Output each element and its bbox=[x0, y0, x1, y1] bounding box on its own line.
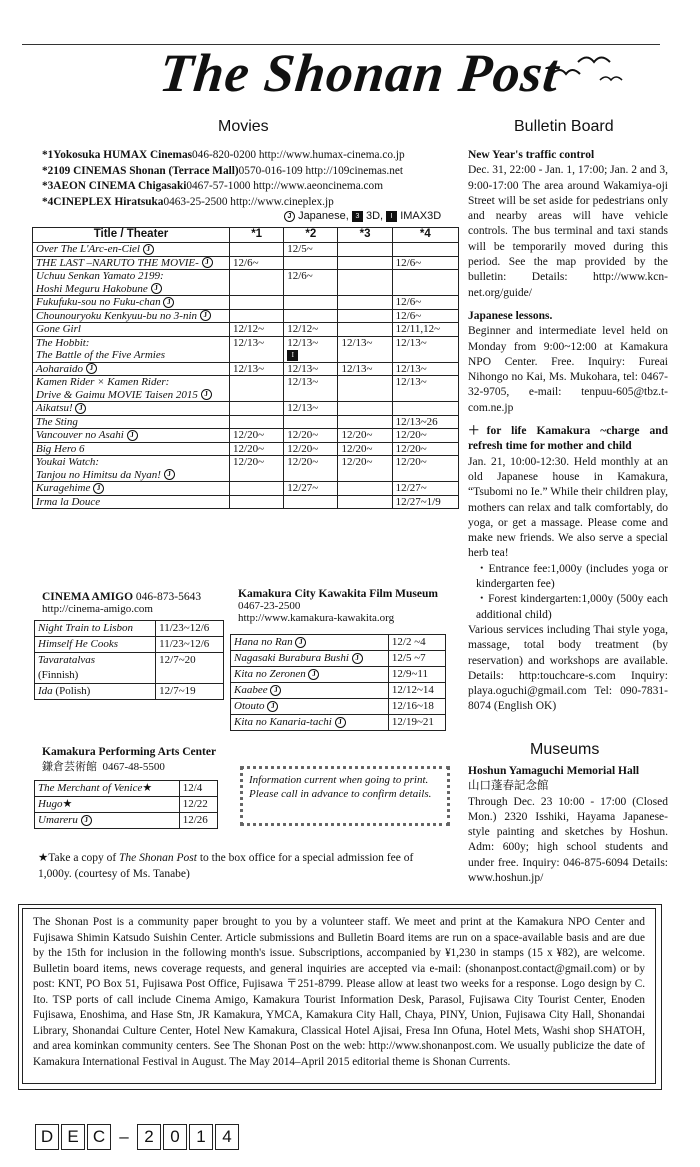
date-char: 1 bbox=[189, 1124, 213, 1150]
showing-date bbox=[230, 296, 284, 310]
showing-date: 12/20~ bbox=[284, 456, 338, 482]
table-row bbox=[33, 429, 459, 443]
japanese-icon: J bbox=[163, 297, 174, 308]
table-row bbox=[231, 651, 446, 667]
film-date: 12/7~19 bbox=[156, 684, 224, 700]
showing-date: 12/20~ bbox=[338, 429, 392, 443]
table-row bbox=[231, 699, 446, 715]
showing-date: 12/13~ I bbox=[284, 336, 338, 362]
showing-date bbox=[284, 415, 338, 429]
japanese-icon: J bbox=[75, 403, 86, 414]
date-char: E bbox=[61, 1124, 85, 1150]
showing-date: 12/6~ bbox=[392, 256, 458, 270]
film-date: 12/2 ~4 bbox=[388, 635, 445, 651]
showing-date: 12/6~ bbox=[284, 270, 338, 296]
film-title: The Merchant of Venice★ bbox=[35, 781, 180, 797]
showing-date bbox=[230, 482, 284, 496]
table-row bbox=[231, 683, 446, 699]
film-title: Nagasaki Burabura Bushi J bbox=[231, 651, 389, 667]
movie-title: Over The L'Arc-en-Ciel J bbox=[33, 243, 230, 257]
showing-date: 12/11,12~ bbox=[392, 323, 458, 337]
japanese-icon: J bbox=[81, 815, 92, 826]
movie-title: Gone Girl bbox=[33, 323, 230, 337]
film-date: 11/23~12/6 bbox=[156, 621, 224, 637]
showing-date: 12/12~ bbox=[284, 323, 338, 337]
film-date: 12/5 ~7 bbox=[388, 651, 445, 667]
film-date: 11/23~12/6 bbox=[156, 637, 224, 653]
film-date: 12/19~21 bbox=[388, 715, 445, 731]
showing-date bbox=[338, 482, 392, 496]
amigo-table bbox=[34, 620, 224, 700]
seagulls-icon bbox=[548, 52, 628, 88]
showing-date: 12/13~ bbox=[392, 336, 458, 362]
table-row bbox=[33, 256, 459, 270]
legend-japanese: Japanese, bbox=[298, 210, 349, 222]
cinema-list bbox=[42, 148, 452, 210]
showing-date: 12/13~ bbox=[338, 362, 392, 376]
star-note: ★Take a copy of The Shonan Post to the box office for a special admission fee of 1,000y. (courtesy of Ms. Tanabe) bbox=[38, 852, 414, 880]
movie-title: Vancouver no Asahi J bbox=[33, 429, 230, 443]
masthead-title: The Shonan Post bbox=[156, 43, 563, 103]
museum-name: Hoshun Yamaguchi Memorial Hall bbox=[468, 765, 640, 777]
movie-title: The Sting bbox=[33, 415, 230, 429]
showing-date bbox=[338, 376, 392, 402]
film-title: Otouto J bbox=[231, 699, 389, 715]
movie-title: Youkai Watch: Tanjou no Himitsu da Nyan! J bbox=[33, 456, 230, 482]
showing-date bbox=[230, 376, 284, 402]
table-row bbox=[33, 309, 459, 323]
table-row bbox=[35, 684, 224, 700]
showing-date bbox=[392, 402, 458, 416]
bulletin-heading: Bulletin Board bbox=[514, 118, 614, 135]
museum-jname: 山口蓬春記念館 bbox=[468, 780, 549, 793]
film-title: Himself He Cooks bbox=[35, 637, 156, 653]
table-row bbox=[33, 482, 459, 496]
japanese-icon: J bbox=[143, 244, 154, 255]
japanese-icon: J bbox=[151, 283, 162, 294]
date-char: – bbox=[119, 1127, 129, 1146]
bulletin-item: New Year's traffic control Dec. 31, 22:00 - Jan. 1, 17:00; Jan. 2 and 3, 9:00-17:00 The area around Wakamiya-oji Street will be set aside for pedestrians only and nearby areas will have vehicle controls. The bus terminal and taxi stands will be temporarily moved during this period. See the map provided by the bulletin: Details: http://www.kcn-net.org/guide/ bbox=[468, 149, 668, 299]
showing-date bbox=[338, 309, 392, 323]
movie-title: Chounouryoku Kenkyuu-bu no 3-nin J bbox=[33, 309, 230, 323]
showing-date bbox=[338, 415, 392, 429]
kpac-jname: 鎌倉芸術館 bbox=[42, 761, 97, 773]
table-row bbox=[33, 270, 459, 296]
japanese-icon: J bbox=[86, 363, 97, 374]
kawakita-block bbox=[238, 588, 458, 624]
japanese-icon: J bbox=[352, 653, 363, 664]
date-char: C bbox=[87, 1124, 111, 1150]
showing-date bbox=[230, 415, 284, 429]
showing-date: 12/20~ bbox=[230, 442, 284, 456]
legend-3d: 3D, bbox=[365, 210, 384, 222]
movie-title: Big Hero 6 bbox=[33, 442, 230, 456]
japanese-icon: J bbox=[93, 483, 104, 494]
showing-date: 12/5~ bbox=[284, 243, 338, 257]
movie-title: Aikatsu! J bbox=[33, 402, 230, 416]
table-row bbox=[33, 402, 459, 416]
legend bbox=[284, 210, 441, 222]
film-title: Tavaratalvas (Finnish) bbox=[35, 653, 156, 684]
japanese-icon: J bbox=[200, 310, 211, 321]
showing-date: 12/20~ bbox=[230, 429, 284, 443]
bulletin-bullet: ・Entrance fee:1,000y (includes yoga or kindergarten fee) bbox=[476, 562, 668, 591]
amigo-block bbox=[42, 591, 232, 615]
film-title: Hana no Ran J bbox=[231, 635, 389, 651]
movie-title: Aoharaido J bbox=[33, 362, 230, 376]
kpac-phone: 0467-48-5500 bbox=[102, 761, 165, 773]
showing-date: 12/13~ bbox=[392, 362, 458, 376]
movie-title: THE LAST –NARUTO THE MOVIE- J bbox=[33, 256, 230, 270]
japanese-icon: J bbox=[202, 257, 213, 268]
film-date: 12/16~18 bbox=[388, 699, 445, 715]
museum-block bbox=[468, 764, 668, 886]
showing-date bbox=[338, 270, 392, 296]
table-row bbox=[35, 621, 224, 637]
kawakita-table bbox=[230, 634, 446, 731]
3d-icon: 3 bbox=[352, 211, 363, 222]
film-date: 12/26 bbox=[179, 813, 217, 829]
film-date: 12/9~11 bbox=[388, 667, 445, 683]
showing-date: 12/6~ bbox=[230, 256, 284, 270]
date-char: 0 bbox=[163, 1124, 187, 1150]
footer-text: The Shonan Post is a community paper brought to you by a volunteer staff. We meet and print at the Kamakura NPO Center and Fujisawa Shimin Katsudo Suishin Center. Article submissions and Bulletin Board items are run on a space-available basis and are due by the 15th for inclusion in the following month's issue. Subscriptions, accompanied by ¥1,230 in stamps (15 x ¥82), are welcome. Bulletin board items, news coverage requests, and general inquiries are accepted via e-mail: (shonanpost.contact@gmail.com) or by post: KNT, PO Box 51, Fujisawa Post Office, Fujisawa 〒251-8799. Please allow at least two weeks for a response. Logo design by C. Ito. TSP ports of call include Cinema Amigo, Kamakura Tourist Information Desk, Parasol, Fujisawa City Tourist Center, Enoden Fujisawa, Enoshima, and Hase Stn, JR Kamakura, YMCA, Kamakura City Hall, Chaya, PINY, Union, Fujisawa City Hall, Shonandai Library, Shonandai Culture Center, Hotel New Kamakura, Classical Hotel Ajisai, Fresa Inn Ofuna, Hotel Mets, Washi shop SHATOH, and area kominkan community centers. See The Shonan Post on the web: http://www.shonanpost.com. We usually publicize the date of Kamakura International Festival in August. The May 2014–April 2015 editorial theme is Shonan Currents. bbox=[22, 908, 656, 1084]
japanese-icon: J bbox=[267, 701, 278, 712]
showing-date bbox=[338, 323, 392, 337]
bulletin-bullet: ・Forest kindergarten:1,000y (500y each additional child) bbox=[476, 593, 668, 621]
column-header: *4 bbox=[392, 228, 458, 243]
showing-date: 12/6~ bbox=[392, 309, 458, 323]
amigo-phone: 046-873-5643 bbox=[135, 591, 202, 603]
table-row bbox=[35, 653, 224, 684]
showing-date: 12/20~ bbox=[338, 456, 392, 482]
amigo-name: CINEMA AMIGO bbox=[42, 591, 134, 603]
table-row bbox=[231, 635, 446, 651]
film-title: Hugo★ bbox=[35, 797, 180, 813]
showing-date: 12/13~ bbox=[284, 376, 338, 402]
table-row bbox=[33, 243, 459, 257]
showing-date bbox=[338, 296, 392, 310]
date-char: D bbox=[35, 1124, 59, 1150]
showing-date bbox=[392, 243, 458, 257]
showing-date: 12/13~ bbox=[338, 336, 392, 362]
movie-title: Uchuu Senkan Yamato 2199: Hoshi Meguru Hakobune J bbox=[33, 270, 230, 296]
movies-heading: Movies bbox=[218, 118, 269, 135]
showing-date: 12/13~ bbox=[284, 362, 338, 376]
showing-date bbox=[284, 495, 338, 509]
bulletin-board bbox=[468, 148, 668, 715]
showing-date bbox=[284, 256, 338, 270]
showing-date: 12/13~ bbox=[230, 336, 284, 362]
kawakita-name: Kamakura City Kawakita Film Museum bbox=[238, 588, 438, 600]
showing-date: 12/20~ bbox=[392, 442, 458, 456]
film-title: Umareru J bbox=[35, 813, 180, 829]
japanese-icon: J bbox=[164, 469, 175, 480]
film-title: Kita no Kanaria-tachi J bbox=[231, 715, 389, 731]
showing-date: 12/20~ bbox=[230, 456, 284, 482]
cinema-item: *2109 CINEMAS Shonan (Terrace Mall)0570-016-109 http://109cinemas.net bbox=[42, 164, 404, 177]
table-row bbox=[33, 336, 459, 362]
showing-date bbox=[338, 402, 392, 416]
showing-date: 12/27~1/9 bbox=[392, 495, 458, 509]
table-row bbox=[33, 323, 459, 337]
showing-date: 12/27~ bbox=[392, 482, 458, 496]
showing-date: 12/20~ bbox=[284, 429, 338, 443]
film-title: Kita no Zeronen J bbox=[231, 667, 389, 683]
showing-date: 12/12~ bbox=[230, 323, 284, 337]
table-row bbox=[33, 456, 459, 482]
table-row bbox=[35, 813, 218, 829]
showing-date: 12/13~ bbox=[392, 376, 458, 402]
japanese-icon: J bbox=[308, 669, 319, 680]
imax-icon: I bbox=[287, 350, 298, 361]
film-date: 12/22 bbox=[179, 797, 217, 813]
date-char: 2 bbox=[137, 1124, 161, 1150]
film-date: 12/7~20 bbox=[156, 653, 224, 684]
showing-date bbox=[230, 402, 284, 416]
film-date: 12/4 bbox=[179, 781, 217, 797]
table-row bbox=[231, 715, 446, 731]
date-char: 4 bbox=[215, 1124, 239, 1150]
showing-date: 12/13~ bbox=[230, 362, 284, 376]
japanese-icon: J bbox=[335, 717, 346, 728]
museums-heading: Museums bbox=[530, 741, 600, 758]
table-row bbox=[33, 495, 459, 509]
showing-date bbox=[230, 309, 284, 323]
legend-imax: IMAX3D bbox=[400, 210, 442, 222]
column-header: Title / Theater bbox=[33, 228, 230, 243]
showing-date: 12/20~ bbox=[392, 456, 458, 482]
movie-title: Irma la Douce bbox=[33, 495, 230, 509]
bulletin-tail: Various services including Thai style yoga, massage, total body treatment (by reservation) and workshops are available. Details: http:touchcare-s.com Inquiry: playa.oguchi@gmail.com Tel: 090-7831-8074 (English OK) bbox=[468, 623, 668, 713]
japanese-icon: J bbox=[270, 685, 281, 696]
table-row bbox=[35, 637, 224, 653]
cinema-item: *3AEON CINEMA Chigasaki0467-57-1000 http://www.aeoncinema.com bbox=[42, 180, 383, 192]
movie-title: Kamen Rider × Kamen Rider: Drive & Gaimu MOVIE Taisen 2015 J bbox=[33, 376, 230, 402]
movie-title: The Hobbit: The Battle of the Five Armies bbox=[33, 336, 230, 362]
showing-date: 12/20~ bbox=[338, 442, 392, 456]
showing-date bbox=[284, 296, 338, 310]
column-header: *1 bbox=[230, 228, 284, 243]
kpac-name: Kamakura Performing Arts Center bbox=[42, 746, 217, 758]
cinema-item: *4CINEPLEX Hiratsuka0463-25-2500 http://www.cineplex.jp bbox=[42, 195, 334, 208]
table-row bbox=[33, 362, 459, 376]
kawakita-url: http://www.kamakura-kawakita.org bbox=[238, 612, 395, 624]
column-header: *2 bbox=[284, 228, 338, 243]
table-row bbox=[33, 442, 459, 456]
showing-date: 12/6~ bbox=[392, 296, 458, 310]
showing-date: 12/27~ bbox=[284, 482, 338, 496]
movie-table bbox=[32, 227, 459, 509]
info-notice: Information current when going to print. Please call in advance to confirm details. bbox=[240, 766, 450, 826]
table-row bbox=[33, 415, 459, 429]
showing-date bbox=[284, 309, 338, 323]
table-row bbox=[35, 797, 218, 813]
film-date: 12/12~14 bbox=[388, 683, 445, 699]
imax-icon: I bbox=[386, 211, 397, 222]
table-row bbox=[33, 296, 459, 310]
showing-date bbox=[338, 256, 392, 270]
cinema-item: *1Yokosuka HUMAX Cinemas046-820-0200 http://www.humax-cinema.co.jp bbox=[42, 149, 405, 161]
japanese-icon: J bbox=[284, 211, 295, 222]
showing-date: 12/20~ bbox=[392, 429, 458, 443]
japanese-icon: J bbox=[295, 637, 306, 648]
movie-title: Kuragehime J bbox=[33, 482, 230, 496]
kpac-block bbox=[42, 746, 242, 774]
bulletin-item: Japanese lessons. Beginner and intermediate level held on Monday from 9:00~12:00 at Kamakura NPO Center. Free. Inquiry: Fureai Nihongo no Kai, Ms. Mukohara, tel: 0467-32-9705, e-mail: tenpuu-605@tbz.t-com.ne.jp bbox=[468, 309, 668, 414]
film-title: Kaabee J bbox=[231, 683, 389, 699]
showing-date bbox=[230, 495, 284, 509]
japanese-icon: J bbox=[201, 389, 212, 400]
table-row bbox=[231, 667, 446, 683]
showing-date bbox=[230, 270, 284, 296]
japanese-icon: J bbox=[127, 430, 138, 441]
table-row bbox=[35, 781, 218, 797]
showing-date bbox=[392, 270, 458, 296]
amigo-url: http://cinema-amigo.com bbox=[42, 603, 153, 615]
showing-date bbox=[338, 495, 392, 509]
film-title: Ida (Polish) bbox=[35, 684, 156, 700]
table-header-row bbox=[33, 228, 459, 243]
issue-date bbox=[35, 1124, 241, 1150]
kpac-table bbox=[34, 780, 218, 829]
museum-text: Through Dec. 23 10:00 - 17:00 (Closed Mon.) 2320 Isshiki, Hayama Japanese-style painting and sketches by Hoshun. Adm: 600y; high school students and under free. Inquiry: 046-875-6094 Details: www.hoshun.jp/ bbox=[468, 795, 668, 885]
kawakita-phone: 0467-23-2500 bbox=[238, 600, 301, 612]
bulletin-item: ＋for life Kamakura ~charge and refresh time for mother and child Jan. 21, 10:00-12:30. Held monthly at an old Japanese house in Kamakura, “Tsubomi no Ie.” While their children play, mothers can relax and talk comfortably, do yoga, or get a massage. Please come and make new friends. We also serve a special herb tea! bbox=[468, 425, 668, 560]
showing-date bbox=[230, 243, 284, 257]
showing-date: 12/13~ bbox=[284, 402, 338, 416]
film-title: Night Train to Lisbon bbox=[35, 621, 156, 637]
showing-date: 12/13~26 bbox=[392, 415, 458, 429]
showing-date bbox=[338, 243, 392, 257]
table-row bbox=[33, 376, 459, 402]
showing-date: 12/20~ bbox=[284, 442, 338, 456]
column-header: *3 bbox=[338, 228, 392, 243]
movie-title: Fukufuku-sou no Fuku-chan J bbox=[33, 296, 230, 310]
